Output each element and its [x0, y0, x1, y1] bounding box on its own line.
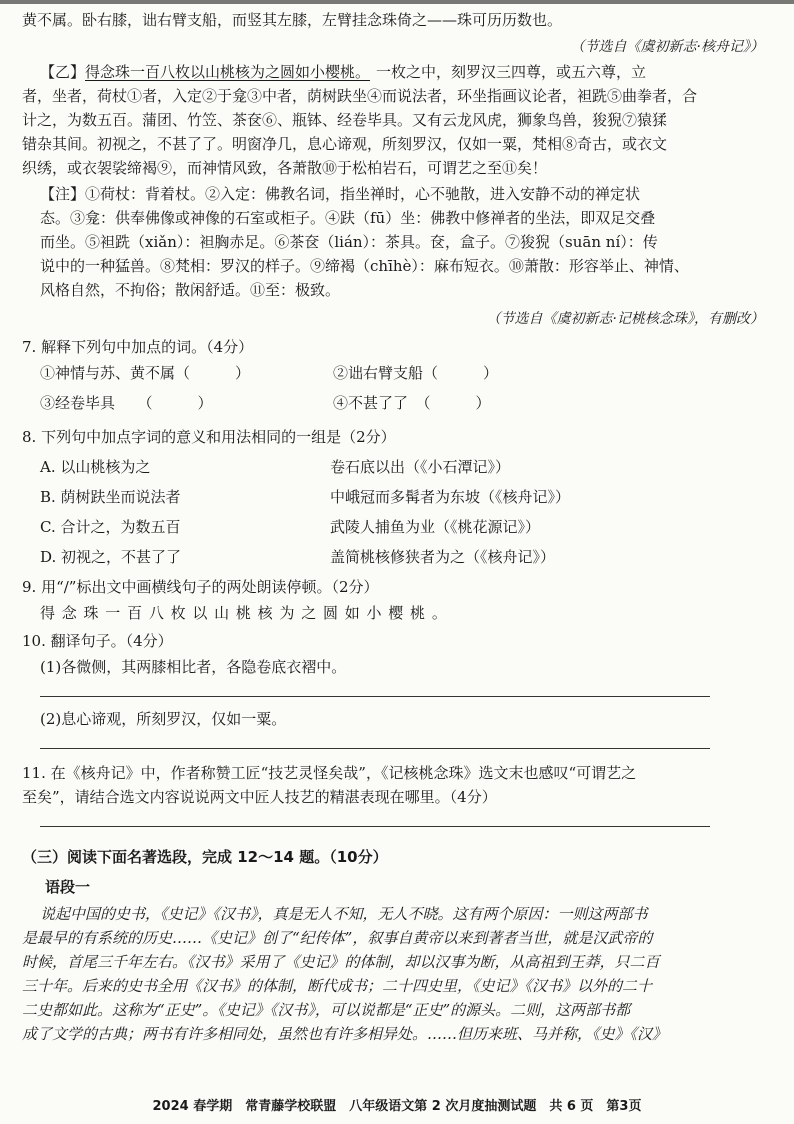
passage-yi-line: 织绣，或衣袈裟缔褐⑨，而神情风致，各萧散⑩于松柏岩石，可谓艺之至⑪矣！ — [22, 159, 548, 177]
passage-yi-source: （节选自《虞初新志·记桃核念珠》，有删改） — [486, 311, 764, 327]
question-9-sentence: 得 念 珠 一 百 八 枚 以 山 桃 核 为 之 圆 如 小 樱 桃 。 — [40, 604, 448, 622]
question-10-sentence-2: (2)息心谛观，所刻罗汉，仅如一粟。 — [40, 710, 287, 728]
question-7-item-3: ③经卷毕具 （ ） — [40, 394, 213, 412]
excerpt-line: 是最早的有系统的历史……《史记》创了“纪传体”，叙事自黄帝以来到著者当世，就是汉武帝的 — [22, 929, 653, 947]
notes-line: 风格自然，不拘俗；散闲舒适。⑪至：极致。 — [40, 281, 341, 299]
section-3-subhead: 语段一 — [45, 878, 91, 896]
question-11-line-1: 11. 在《核舟记》中，作者称赞工匠“技艺灵怪矣哉”，《记核桃念珠》选文末也感叹“可谓艺之 — [22, 764, 637, 782]
answer-line-11[interactable] — [40, 826, 710, 827]
excerpt-line: 三十年。后来的史书全用《汉书》的体制，断代成书；二十四史里，《史记》《汉书》以外的二十 — [22, 977, 653, 995]
excerpt-line: 二史都如此。这称为“正史”。《史记》《汉书》，可以说都是“正史”的源头。二则，这两部书都 — [22, 1001, 631, 1019]
top-edge-shadow — [0, 0, 794, 4]
question-11-line-2: 至矣”，请结合选文内容说说两文中匠人技艺的精湛表现在哪里。（4分） — [22, 788, 497, 806]
notes-line: 说中的一种猛兽。⑧梵相：罗汉的样子。⑨缔褐（chīhè）：麻布短衣。⑩萧散：形容举止、神情、 — [40, 257, 689, 275]
question-8-option-b-right: 中峨冠而多髯者为东坡（《核舟记》） — [330, 488, 571, 506]
passage-yi-first-line — [40, 62, 646, 82]
question-8-option-b-left: B. 荫树趺坐而说法者 — [40, 488, 181, 506]
question-8-option-c-left: C. 合计之，为数五百 — [40, 518, 181, 536]
passage-jia-source: （节选自《虞初新志·核舟记》） — [570, 39, 764, 55]
question-8-option-a-left: A. 以山桃核为之 — [40, 458, 151, 476]
question-8-option-d-right: 盖简桃核修狭者为之（《核舟记》） — [330, 548, 556, 566]
answer-line-10-2[interactable] — [40, 748, 710, 749]
question-8-option-c-right: 武陵人捕鱼为业（《桃花源记》） — [330, 518, 541, 536]
question-9-stem: 9. 用“/”标出文中画横线句子的两处朗读停顿。（2分） — [22, 578, 379, 596]
page-footer: 2024 春学期 常青藤学校联盟 八年级语文第 2 次月度抽测试题 共 6 页 第3页 — [152, 1099, 642, 1114]
passage-yi-line: 者，坐者，荷杖①者，入定②于龛③中者，荫树趺坐④而说法者，环坐指画议论者，袒跣⑤曲拳者，合 — [22, 87, 698, 105]
question-10-stem: 10. 翻译句子。（4分） — [22, 632, 173, 650]
passage-jia-last-line: 黄不属。卧右膝，诎右臂支船，而竖其左膝，左臂挂念珠倚之——珠可历历数也。 — [22, 11, 563, 29]
passage-yi-line: 错杂其间。初视之，不甚了了。明窗净几，息心谛观，所刻罗汉，仅如一粟，梵相⑧奇古，或衣文 — [22, 135, 668, 153]
question-7-item-1: ①神情与苏、黄不属（ ） — [40, 364, 251, 382]
passage-yi-line-0: 一枚之中，刻罗汉三四尊，或五六尊，立 — [376, 63, 647, 81]
notes-line: 态。③龛：供奉佛像或神像的石室或柜子。④趺（fū）坐：佛教中修禅者的坐法，即双足交叠 — [40, 209, 656, 227]
question-8-option-d-left: D. 初视之，不甚了了 — [40, 548, 182, 566]
answer-line-10-1[interactable] — [40, 696, 710, 697]
notes-line: 【注】①荷杖：背着杖。②入定：佛教名词，指坐禅时，心不驰散，进入安静不动的禅定状 — [40, 185, 641, 203]
passage-yi-label: 【乙】 — [40, 63, 86, 81]
excerpt-line: 说起中国的史书，《史记》《汉书》，真是无人不知，无人不晓。这有两个原因：一则这两部书 — [40, 905, 648, 923]
excerpt-line: 成了文学的古典；两书有许多相同处，虽然也有许多相异处。……但历来班、马并称，《史》《汉》 — [22, 1025, 668, 1043]
question-7-item-4: ④不甚了了 （ ） — [333, 394, 491, 412]
question-8-option-a-right: 卷石底以出（《小石潭记》） — [330, 458, 511, 476]
notes-line: 而坐。⑤袒跣（xiǎn）：袒胸赤足。⑥茶奁（lián）：茶具。奁，盒子。⑦狻猊（suān ní）：传 — [40, 233, 658, 251]
passage-yi-line: 计之，为数五百。蒲团、竹笠、茶奁⑥、瓶钵、经卷毕具。又有云龙风虎，狮象鸟兽，狻猊⑦猿猱 — [22, 111, 668, 129]
passage-yi-underlined-sentence: 得念珠一百八枚以山桃核为之圆如小樱桃。 — [85, 63, 371, 81]
excerpt-line: 时候，首尾三千年左右。《汉书》采用了《史记》的体制，却以汉事为断，从高祖到王莽，只二百 — [22, 953, 660, 971]
question-10-sentence-1: (1)各微侧，其两膝相比者，各隐卷底衣褶中。 — [40, 658, 347, 676]
section-3-title: （三）阅读下面名著选段，完成 12～14 题。（10分） — [22, 848, 388, 866]
question-8-stem: 8. 下列句中加点字词的意义和用法相同的一组是（2分） — [22, 428, 396, 446]
question-7-stem: 7. 解释下列句中加点的词。（4分） — [22, 338, 254, 356]
question-7-item-2: ②诎右臂支船（ ） — [333, 364, 499, 382]
